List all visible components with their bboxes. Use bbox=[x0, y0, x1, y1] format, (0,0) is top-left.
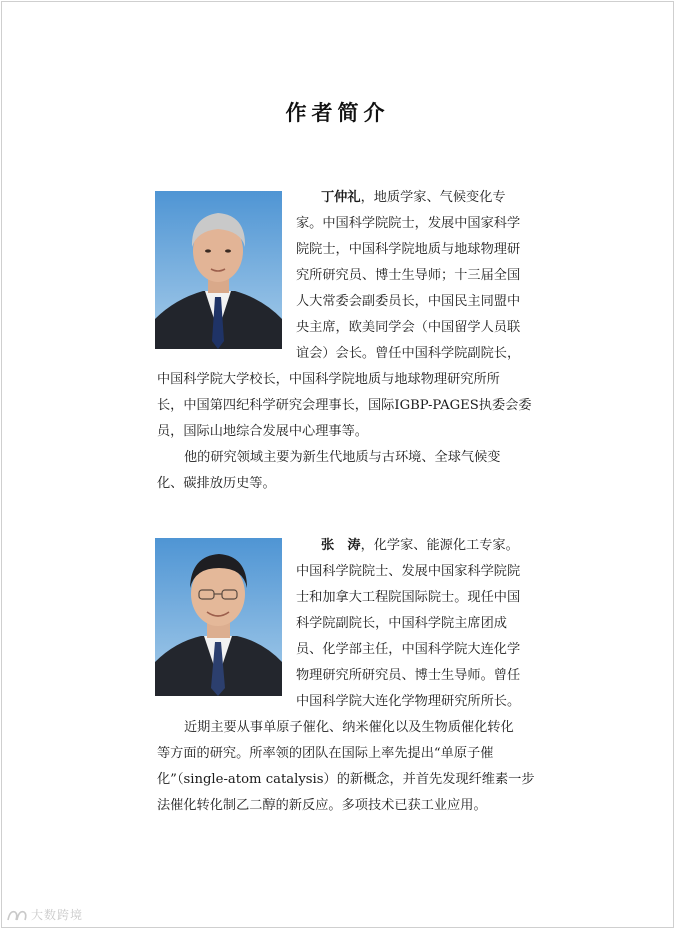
author1-line-8: 中国科学院大学校长，中国科学院地质与地球物理研究所所 bbox=[157, 372, 500, 387]
author2-name: 张 涛 bbox=[321, 538, 361, 553]
author1-line-6: 央主席，欧美同学会（中国留学人员联 bbox=[296, 320, 521, 335]
author2-line-8: 近期主要从事单原子催化、纳米催化以及生物质催化转化 bbox=[184, 720, 514, 735]
author1-line-1: 丁仲礼，地质学家、气候变化专 bbox=[321, 190, 506, 205]
author2-line-6: 物理研究所研究员、博士生导师。曾任 bbox=[296, 668, 521, 683]
author1-line-4: 究所研究员、博士生导师；十三届全国 bbox=[296, 268, 521, 283]
author1-line-12: 化、碳排放历史等。 bbox=[157, 476, 276, 491]
author1-line-5: 人大常委会副委员长，中国民主同盟中 bbox=[296, 294, 521, 309]
author1-name: 丁仲礼 bbox=[321, 190, 361, 205]
watermark-logo-icon bbox=[6, 908, 28, 922]
author2-line-5: 员、化学部主任，中国科学院大连化学 bbox=[296, 642, 521, 657]
watermark-text: 大数跨境 bbox=[31, 908, 84, 922]
author2-line-9: 等方面的研究。所率领的团队在国际上率先提出“单原子催 bbox=[157, 746, 494, 761]
author2-line-3: 士和加拿大工程院国际院士。现任中国 bbox=[296, 590, 521, 605]
author2-line-11: 法催化转化制乙二醇的新反应。多项技术已获工业应用。 bbox=[157, 798, 487, 813]
page-title: 作者简介 bbox=[285, 101, 390, 125]
watermark bbox=[6, 906, 83, 923]
author2-portrait bbox=[155, 538, 282, 696]
author2-line-4: 科学院副院长，中国科学院主席团成 bbox=[296, 616, 507, 631]
author2-line-7: 中国科学院大连化学物理研究所所长。 bbox=[296, 694, 521, 709]
author2-line-10: 化”（single-atom catalysis）的新概念，并首先发现纤维素一步 bbox=[157, 772, 535, 787]
author1-line-11: 他的研究领域主要为新生代地质与古环境、全球气候变 bbox=[184, 450, 501, 465]
author2-line-2: 中国科学院院士、发展中国家科学院院 bbox=[296, 564, 521, 579]
author1-line-10: 员，国际山地综合发展中心理事等。 bbox=[157, 424, 368, 439]
author1-line-2: 家。中国科学院院士，发展中国家科学 bbox=[296, 216, 521, 231]
author1-line-7: 谊会）会长。曾任中国科学院副院长， bbox=[296, 346, 521, 361]
author2-line-1: 张 涛，化学家、能源化工专家。 bbox=[321, 538, 519, 553]
author1-line-9: 长，中国第四纪科学研究会理事长，国际IGBP-PAGES执委会委 bbox=[157, 398, 532, 413]
author1-portrait bbox=[155, 191, 282, 349]
author1-line-3: 院院士，中国科学院地质与地球物理研 bbox=[296, 242, 521, 257]
